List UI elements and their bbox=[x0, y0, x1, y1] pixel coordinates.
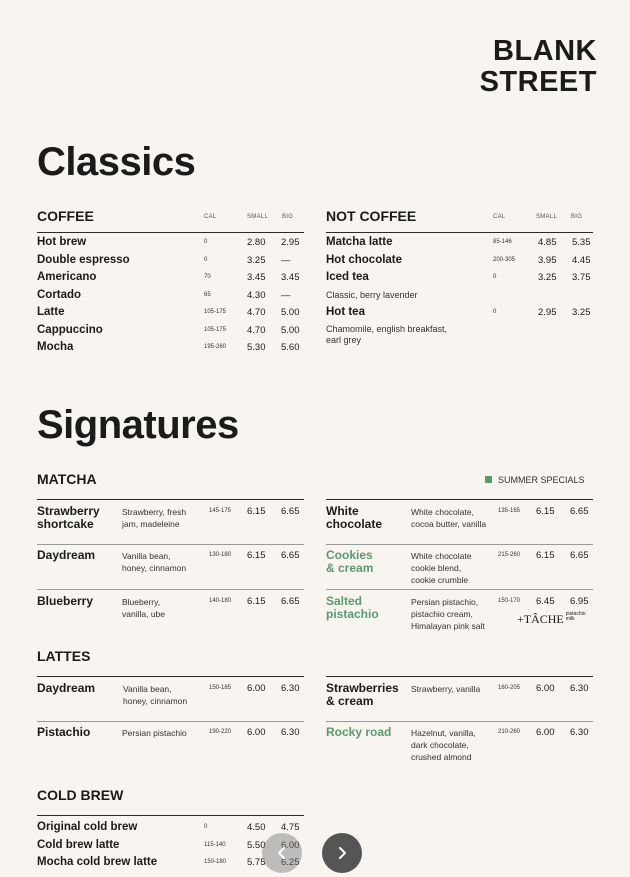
previous-page-button[interactable] bbox=[262, 833, 302, 873]
menu-row bbox=[326, 234, 593, 251]
item-desc-line: Vanilla bean, bbox=[123, 684, 172, 694]
item-name-line: White bbox=[326, 504, 359, 518]
item-cal: 215-260 bbox=[498, 552, 521, 558]
item-cal: 190-220 bbox=[209, 729, 232, 735]
item-name bbox=[37, 726, 121, 739]
row-divider bbox=[37, 721, 304, 722]
item-small-price: 6.15 bbox=[247, 596, 266, 607]
item-big-price: — bbox=[281, 255, 291, 266]
item-small-price: 3.25 bbox=[247, 255, 266, 266]
row-divider bbox=[37, 589, 304, 590]
item-cal: 0 bbox=[204, 257, 208, 263]
item-cal: 65 bbox=[204, 292, 211, 298]
tache-logo bbox=[517, 612, 586, 627]
chevron-right-icon bbox=[335, 846, 349, 860]
item-desc bbox=[122, 596, 212, 620]
item-name: Cappuccino bbox=[37, 324, 103, 336]
signature-item bbox=[37, 726, 304, 746]
item-cal: 145-175 bbox=[209, 508, 232, 514]
signatures-title: Signatures bbox=[37, 403, 239, 447]
item-name: Iced tea bbox=[326, 271, 369, 283]
item-desc-line: Hazelnut, vanilla, bbox=[411, 728, 476, 738]
item-small-price: 3.95 bbox=[538, 255, 557, 266]
item-desc bbox=[411, 596, 511, 632]
item-name: Latte bbox=[37, 306, 65, 318]
item-big-price: 6.65 bbox=[570, 506, 589, 517]
item-name-line: pistachio bbox=[326, 607, 379, 621]
item-desc-line: Himalayan pink salt bbox=[411, 621, 485, 631]
item-cal: 135-165 bbox=[498, 508, 521, 514]
item-small-price: 4.70 bbox=[247, 307, 266, 318]
signature-item bbox=[37, 505, 304, 541]
menu-row bbox=[37, 304, 304, 321]
item-big-price: 3.75 bbox=[572, 272, 591, 283]
menu-row bbox=[37, 819, 304, 836]
item-name bbox=[37, 505, 121, 531]
item-desc-line: White chocolate, bbox=[411, 507, 474, 517]
item-desc bbox=[122, 506, 212, 530]
row-divider bbox=[37, 544, 304, 545]
lattes-rule-right bbox=[326, 676, 593, 677]
item-cal: 105-175 bbox=[204, 327, 227, 333]
brand-line-2: STREET bbox=[479, 66, 597, 98]
matcha-heading: MATCHA bbox=[37, 471, 97, 487]
item-name-line: Pistachio bbox=[37, 725, 91, 739]
item-desc-line: cookie blend, bbox=[411, 563, 462, 573]
item-name bbox=[37, 682, 121, 695]
item-big-price: 5.00 bbox=[281, 325, 300, 336]
item-small-price: 4.85 bbox=[538, 237, 557, 248]
item-desc-line: White chocolate bbox=[411, 551, 472, 561]
item-cal: 195-260 bbox=[204, 344, 227, 350]
item-cal: 140-180 bbox=[209, 598, 232, 604]
item-cal: 85-146 bbox=[493, 239, 512, 245]
coffee-big-header: BIG bbox=[282, 214, 294, 220]
item-small-price: 2.95 bbox=[538, 307, 557, 318]
item-small-price: 3.25 bbox=[538, 272, 557, 283]
item-desc bbox=[411, 727, 501, 763]
item-name-line: Strawberry bbox=[37, 504, 100, 518]
item-desc-line: Persian pistachio bbox=[122, 728, 187, 738]
item-cal: 150-170 bbox=[498, 598, 521, 604]
signature-item bbox=[326, 682, 593, 718]
item-big-price: 3.25 bbox=[572, 307, 591, 318]
item-desc bbox=[411, 506, 499, 530]
item-big-price: 2.95 bbox=[281, 237, 300, 248]
item-desc-line: vanilla, ube bbox=[122, 609, 166, 619]
item-name: Matcha latte bbox=[326, 236, 393, 248]
signature-item bbox=[37, 682, 304, 718]
signature-item bbox=[37, 595, 304, 631]
item-name: Hot chocolate bbox=[326, 254, 403, 266]
signature-item bbox=[326, 549, 593, 587]
item-desc-line: cocoa butter, vanilla bbox=[411, 519, 487, 529]
tache-logo-subtext: pistachio milk bbox=[565, 611, 586, 622]
item-desc-line: cookie crumble bbox=[411, 575, 469, 585]
item-big-price: 4.45 bbox=[572, 255, 591, 266]
item-small-price: 6.15 bbox=[536, 550, 555, 561]
item-small-price: 4.50 bbox=[247, 822, 266, 833]
menu-row bbox=[37, 287, 304, 304]
brand-line-1: BLANK bbox=[493, 35, 597, 67]
menu-row bbox=[326, 269, 593, 286]
item-desc bbox=[411, 550, 501, 586]
item-name-line: Cookies bbox=[326, 548, 373, 562]
chevron-left-icon bbox=[275, 846, 289, 860]
item-desc-line: Strawberry, fresh bbox=[122, 507, 187, 517]
item-small-price: 4.70 bbox=[247, 325, 266, 336]
tache-logo-text: +TÂCHE bbox=[517, 612, 564, 626]
iced-tea-note: Classic, berry lavender bbox=[326, 290, 418, 300]
item-desc bbox=[411, 683, 501, 695]
item-small-price: 6.00 bbox=[536, 683, 555, 694]
item-name bbox=[326, 549, 410, 575]
row-divider bbox=[326, 544, 593, 545]
not-coffee-heading: NOT COFFEE bbox=[326, 208, 417, 224]
item-small-price: 6.00 bbox=[247, 727, 266, 738]
item-big-price: 3.45 bbox=[281, 272, 300, 283]
item-desc bbox=[122, 550, 212, 574]
item-small-price: 4.30 bbox=[247, 290, 266, 301]
item-name-line: shortcake bbox=[37, 517, 94, 531]
item-big-price: 6.30 bbox=[281, 683, 300, 694]
item-name-line: Blueberry bbox=[37, 594, 94, 608]
item-desc-line: pistachio cream, bbox=[411, 609, 473, 619]
item-desc bbox=[123, 683, 213, 707]
item-name-line: Daydream bbox=[37, 681, 96, 695]
matcha-rule-right bbox=[326, 499, 593, 500]
item-desc-line: crushed almond bbox=[411, 752, 472, 762]
classics-title: Classics bbox=[37, 140, 196, 184]
item-desc-line: jam, madeleine bbox=[122, 519, 180, 529]
not-coffee-cal-header: CAL bbox=[493, 214, 506, 220]
item-cal: 150-180 bbox=[204, 859, 227, 865]
item-name: Mocha bbox=[37, 341, 74, 353]
item-name: Hot brew bbox=[37, 236, 87, 248]
item-name: Americano bbox=[37, 271, 97, 283]
next-page-button[interactable] bbox=[322, 833, 362, 873]
hot-tea-note-line-1: Chamomile, english breakfast, bbox=[326, 324, 448, 334]
item-desc-line: honey, cinnamon bbox=[122, 563, 187, 573]
item-big-price: 6.65 bbox=[570, 550, 589, 561]
menu-row bbox=[37, 252, 304, 269]
item-small-price: 5.75 bbox=[247, 857, 266, 868]
item-desc bbox=[122, 727, 212, 739]
summer-specials-legend bbox=[485, 475, 585, 485]
item-small-price: 6.15 bbox=[247, 550, 266, 561]
not-coffee-small-header: SMALL bbox=[536, 214, 558, 220]
item-name-line: Rocky road bbox=[326, 725, 392, 739]
not-coffee-rule bbox=[326, 232, 593, 233]
item-name: Cold brew latte bbox=[37, 839, 120, 851]
item-name: Mocha cold brew latte bbox=[37, 856, 158, 868]
item-small-price: 6.15 bbox=[536, 506, 555, 517]
item-big-price: 6.30 bbox=[570, 727, 589, 738]
item-desc-line: Blueberry, bbox=[122, 597, 161, 607]
item-big-price: 5.00 bbox=[281, 307, 300, 318]
item-big-price: — bbox=[281, 290, 291, 301]
cold-brew-heading: COLD BREW bbox=[37, 787, 124, 803]
item-name: Hot tea bbox=[326, 306, 365, 318]
menu-row bbox=[37, 234, 304, 251]
item-big-price: 6.95 bbox=[570, 596, 589, 607]
item-cal: 115-140 bbox=[204, 842, 226, 848]
item-cal: 105-175 bbox=[204, 309, 227, 315]
item-name bbox=[37, 595, 121, 608]
item-big-price: 4.75 bbox=[281, 822, 300, 833]
item-desc-line: dark chocolate, bbox=[411, 740, 469, 750]
coffee-small-header: SMALL bbox=[247, 214, 269, 220]
item-cal: 70 bbox=[204, 274, 211, 280]
item-name: Original cold brew bbox=[37, 821, 138, 833]
item-desc-line: Persian pistachio, bbox=[411, 597, 479, 607]
item-small-price: 3.45 bbox=[247, 272, 266, 283]
item-cal: 200-305 bbox=[493, 257, 516, 263]
item-name-line: chocolate bbox=[326, 517, 383, 531]
item-big-price: 6.00 bbox=[281, 840, 300, 851]
item-name-line: & cream bbox=[326, 694, 374, 708]
item-name bbox=[326, 726, 410, 739]
item-big-price: 6.65 bbox=[281, 596, 300, 607]
item-desc-line: Vanilla bean, bbox=[122, 551, 171, 561]
green-square-icon bbox=[485, 476, 492, 483]
hot-tea-note bbox=[326, 324, 447, 346]
menu-row bbox=[37, 322, 304, 339]
item-small-price: 5.50 bbox=[247, 840, 266, 851]
item-big-price: 6.25 bbox=[281, 857, 300, 868]
item-name bbox=[326, 682, 410, 708]
item-name-line: & cream bbox=[326, 561, 374, 575]
lattes-heading: LATTES bbox=[37, 648, 91, 664]
item-name: Double espresso bbox=[37, 254, 130, 266]
item-cal: 0 bbox=[493, 309, 497, 315]
item-big-price: 6.65 bbox=[281, 506, 300, 517]
coffee-cal-header: CAL bbox=[204, 214, 217, 220]
row-divider bbox=[326, 721, 593, 722]
coffee-rule bbox=[37, 232, 304, 233]
item-name: Cortado bbox=[37, 289, 82, 301]
signature-item bbox=[326, 505, 593, 541]
item-cal: 130-180 bbox=[209, 552, 232, 558]
item-name-line: Strawberries bbox=[326, 681, 399, 695]
lattes-rule-left bbox=[37, 676, 304, 677]
item-small-price: 6.45 bbox=[536, 596, 555, 607]
not-coffee-big-header: BIG bbox=[571, 214, 583, 220]
item-cal: 210-260 bbox=[498, 729, 521, 735]
signature-item bbox=[326, 726, 593, 764]
item-name bbox=[326, 595, 410, 621]
coffee-heading: COFFEE bbox=[37, 208, 94, 224]
item-name-line: Daydream bbox=[37, 548, 96, 562]
item-big-price: 5.60 bbox=[281, 342, 300, 353]
item-big-price: 6.30 bbox=[570, 683, 589, 694]
item-big-price: 6.30 bbox=[281, 727, 300, 738]
brand-logo bbox=[480, 36, 597, 98]
item-cal: 0 bbox=[204, 239, 208, 245]
item-cal: 0 bbox=[493, 274, 497, 280]
row-divider bbox=[326, 589, 593, 590]
hot-tea-note-line-2: earl grey bbox=[326, 335, 362, 345]
matcha-rule-left bbox=[37, 499, 304, 500]
item-small-price: 6.00 bbox=[247, 683, 266, 694]
item-small-price: 6.00 bbox=[536, 727, 555, 738]
menu-row bbox=[37, 339, 304, 356]
item-cal: 0 bbox=[204, 824, 208, 830]
item-cal: 160-205 bbox=[498, 685, 521, 691]
item-small-price: 5.30 bbox=[247, 342, 266, 353]
menu-row bbox=[326, 304, 593, 321]
item-big-price: 5.35 bbox=[572, 237, 591, 248]
item-name-line: Salted bbox=[326, 594, 363, 608]
item-name bbox=[37, 549, 121, 562]
item-cal: 150-185 bbox=[209, 685, 232, 691]
summer-specials-label: SUMMER SPECIALS bbox=[498, 475, 585, 485]
item-desc-line: honey, cinnamon bbox=[123, 696, 188, 706]
item-name bbox=[326, 505, 410, 531]
item-small-price: 6.15 bbox=[247, 506, 266, 517]
menu-row bbox=[37, 269, 304, 286]
item-big-price: 6.65 bbox=[281, 550, 300, 561]
cold-brew-rule bbox=[37, 815, 304, 816]
item-small-price: 2.80 bbox=[247, 237, 266, 248]
item-desc-line: Strawberry, vanilla bbox=[411, 684, 481, 694]
signature-item bbox=[37, 549, 304, 585]
menu-row bbox=[326, 252, 593, 269]
